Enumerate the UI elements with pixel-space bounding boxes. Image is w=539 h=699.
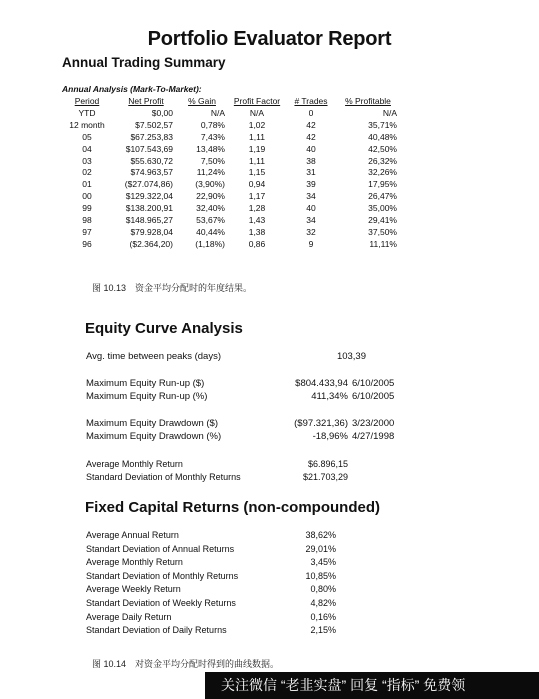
table-row <box>58 179 400 191</box>
col-header-net-profit: Net Profit <box>128 96 164 106</box>
runup-usd-row <box>86 378 416 391</box>
cell-net-profit: $79.928,04 <box>130 226 173 237</box>
cell-profit-factor: 0,86 <box>248 238 266 249</box>
fixed-return-value: 38,62% <box>305 530 336 540</box>
cell-trades: 38 <box>306 155 316 166</box>
fixed-return-value: 4,82% <box>310 598 336 608</box>
cell-gain: (3,90%) <box>195 179 225 190</box>
cell-profitable: 11,11% <box>369 238 397 249</box>
fixed-return-label: Average Daily Return <box>86 611 172 622</box>
watermark-banner: 关注微信 “老韭实盘” 回复 “指标” 免费领 <box>205 672 539 699</box>
cell-trades: 39 <box>306 179 316 190</box>
cell-profit-factor: 1,19 <box>248 143 266 154</box>
cell-period: 97 <box>82 226 92 237</box>
cell-gain: 40,44% <box>196 226 225 237</box>
std-monthly-value: $21.703,29 <box>302 472 348 482</box>
equity-curve-heading: Equity Curve Analysis <box>85 320 243 337</box>
avg-monthly-label: Average Monthly Return <box>86 459 183 469</box>
cell-profit-factor: 1,11 <box>249 155 265 166</box>
cell-trades: 31 <box>306 167 316 178</box>
cell-trades: 34 <box>306 191 316 202</box>
cell-net-profit: $129.322,04 <box>125 191 173 202</box>
cell-profitable: 17,95% <box>368 179 397 190</box>
cell-profit-factor: N/A <box>249 107 265 118</box>
runup-pct-value: 411,34% <box>311 391 348 402</box>
cell-net-profit: ($2.364,20) <box>129 238 173 249</box>
cell-profitable: 37,50% <box>368 226 397 237</box>
cell-gain: 11,24% <box>196 167 225 178</box>
cell-gain: 13,48% <box>196 143 225 154</box>
cell-net-profit: ($27.074,86) <box>124 179 173 190</box>
cell-period: 12 month <box>69 119 105 130</box>
table-row <box>58 120 400 132</box>
list-item <box>86 612 346 626</box>
cell-period: 96 <box>82 238 92 249</box>
fixed-return-label: Average Weekly Return <box>86 584 181 595</box>
drawdown-usd-row <box>86 418 416 431</box>
cell-gain: 7,43% <box>200 131 225 142</box>
fixed-return-value: 0,16% <box>310 611 336 622</box>
cell-period: 03 <box>82 155 92 166</box>
drawdown-pct-row <box>86 431 416 444</box>
runup-usd-date: 6/10/2005 <box>352 378 395 389</box>
fixed-return-label: Standart Deviation of Weekly Returns <box>86 598 236 608</box>
report-title: Portfolio Evaluator Report <box>147 28 392 50</box>
drawdown-pct-value: -18,96% <box>312 431 348 442</box>
list-item <box>86 598 346 612</box>
cell-net-profit: $107.543,69 <box>125 143 173 154</box>
fixed-return-label: Standart Deviation of Annual Returns <box>86 543 235 554</box>
table-row <box>58 156 400 168</box>
cell-period: YTD <box>78 107 96 118</box>
list-item <box>86 544 346 558</box>
cell-trades: 40 <box>306 143 316 154</box>
fixed-return-value: 29,01% <box>305 543 336 554</box>
cell-net-profit: $55.630,72 <box>130 155 173 166</box>
cell-profitable: 29,41% <box>368 215 397 226</box>
cell-trades: 42 <box>306 131 316 142</box>
avg-time-label: Avg. time between peaks (days) <box>86 351 222 362</box>
cell-profit-factor: 1,38 <box>248 226 266 237</box>
cell-profitable: 42,50% <box>368 143 397 154</box>
cell-profit-factor: 1,02 <box>248 119 266 130</box>
avg-time-row <box>86 351 366 364</box>
cell-trades: 32 <box>306 226 316 237</box>
drawdown-usd-date: 3/23/2000 <box>352 418 395 429</box>
cell-trades: 34 <box>306 215 316 226</box>
cell-net-profit: $67.253,83 <box>130 131 173 142</box>
col-header-profitable: % Profitable <box>345 96 391 106</box>
cell-profitable: N/A <box>382 107 397 118</box>
list-item <box>86 557 346 571</box>
table-row <box>58 203 400 215</box>
fixed-return-label: Average Annual Return <box>86 530 179 540</box>
list-item <box>86 584 346 598</box>
table-row <box>58 227 400 239</box>
col-header-period: Period <box>74 96 100 106</box>
report-subtitle: Annual Trading Summary <box>62 55 226 70</box>
table-row <box>58 144 400 156</box>
table-row <box>58 167 400 179</box>
cell-profitable: 35,71% <box>368 119 397 130</box>
cell-profitable: 40,48% <box>368 131 397 142</box>
fixed-return-value: 3,45% <box>310 557 336 568</box>
annual-analysis-label: Annual Analysis (Mark-To-Market): <box>62 84 202 94</box>
cell-profitable: 32,26% <box>368 167 397 178</box>
drawdown-pct-date: 4/27/1998 <box>352 431 395 442</box>
cell-period: 99 <box>82 203 92 214</box>
col-header-gain: % Gain <box>188 96 216 106</box>
avg-monthly-value: $6.896,15 <box>307 459 348 469</box>
cell-trades: 40 <box>306 203 316 214</box>
annual-trading-table <box>58 96 400 251</box>
fixed-return-value: 0,80% <box>310 584 336 595</box>
fixed-return-value: 2,15% <box>310 625 336 636</box>
cell-profit-factor: 1,17 <box>248 191 266 202</box>
table-row <box>58 132 400 144</box>
cell-net-profit: $0,00 <box>151 107 173 118</box>
avg-time-value: 103,39 <box>336 351 366 362</box>
cell-gain: 7,50% <box>200 155 225 166</box>
cell-net-profit: $7.502,57 <box>135 119 173 130</box>
figure-caption-10-14: 图 10.14 对资金平均分配时得到的曲线数据。 <box>92 659 280 669</box>
list-item <box>86 625 346 639</box>
col-header-trades: # Trades <box>294 96 328 106</box>
drawdown-usd-label: Maximum Equity Drawdown ($) <box>86 418 218 429</box>
std-monthly-label: Standard Deviation of Monthly Returns <box>86 472 241 482</box>
cell-gain: (1,18%) <box>195 238 225 249</box>
cell-gain: 53,67% <box>196 215 225 226</box>
cell-net-profit: $138.200,91 <box>125 203 173 214</box>
table-row <box>58 215 400 227</box>
cell-gain: N/A <box>210 107 225 118</box>
cell-profit-factor: 0,94 <box>248 179 266 190</box>
table-row <box>58 191 400 203</box>
cell-trades: 42 <box>306 119 316 130</box>
std-monthly-row <box>86 472 366 485</box>
cell-gain: 32,40% <box>196 203 225 214</box>
cell-period: 98 <box>82 215 92 226</box>
table-header-row <box>58 96 400 108</box>
table-row <box>58 108 400 120</box>
table-row <box>58 239 400 251</box>
fixed-return-value: 10,85% <box>305 570 336 581</box>
cell-period: 02 <box>82 167 92 178</box>
cell-period: 00 <box>82 191 92 202</box>
cell-net-profit: $74.963,57 <box>130 167 173 178</box>
fixed-return-label: Standart Deviation of Monthly Returns <box>86 570 239 581</box>
cell-profit-factor: 1,28 <box>248 203 266 214</box>
cell-profit-factor: 1,43 <box>248 215 266 226</box>
cell-profitable: 35,00% <box>368 203 397 214</box>
cell-gain: 0,78% <box>200 119 225 130</box>
drawdown-pct-label: Maximum Equity Drawdown (%) <box>86 431 222 442</box>
list-item <box>86 530 346 544</box>
runup-usd-value: $804.433,94 <box>295 378 348 389</box>
col-header-profit-factor: Profit Factor <box>233 96 281 106</box>
runup-pct-label: Maximum Equity Run-up (%) <box>86 391 208 402</box>
fixed-return-label: Standart Deviation of Daily Returns <box>86 625 227 636</box>
table-body <box>58 108 400 251</box>
runup-pct-date: 6/10/2005 <box>352 391 395 402</box>
cell-period: 01 <box>82 179 92 190</box>
cell-net-profit: $148.965,27 <box>125 215 173 226</box>
cell-profit-factor: 1,15 <box>248 167 266 178</box>
cell-period: 05 <box>82 131 92 142</box>
runup-pct-row <box>86 391 416 404</box>
drawdown-usd-value: ($97.321,36) <box>294 418 348 429</box>
avg-monthly-row <box>86 459 366 472</box>
cell-gain: 22,90% <box>196 191 225 202</box>
runup-usd-label: Maximum Equity Run-up ($) <box>86 378 205 389</box>
cell-trades: 9 <box>308 238 314 249</box>
fixed-capital-heading: Fixed Capital Returns (non-compounded) <box>85 499 380 516</box>
fixed-return-label: Average Monthly Return <box>86 557 183 568</box>
cell-profitable: 26,47% <box>368 191 397 202</box>
cell-trades: 0 <box>308 107 314 118</box>
cell-profit-factor: 1,11 <box>249 131 265 142</box>
cell-period: 04 <box>82 143 92 154</box>
cell-profitable: 26,32% <box>368 155 397 166</box>
list-item <box>86 571 346 585</box>
figure-caption-10-13: 图 10.13 资金平均分配时的年度结果。 <box>92 283 253 293</box>
